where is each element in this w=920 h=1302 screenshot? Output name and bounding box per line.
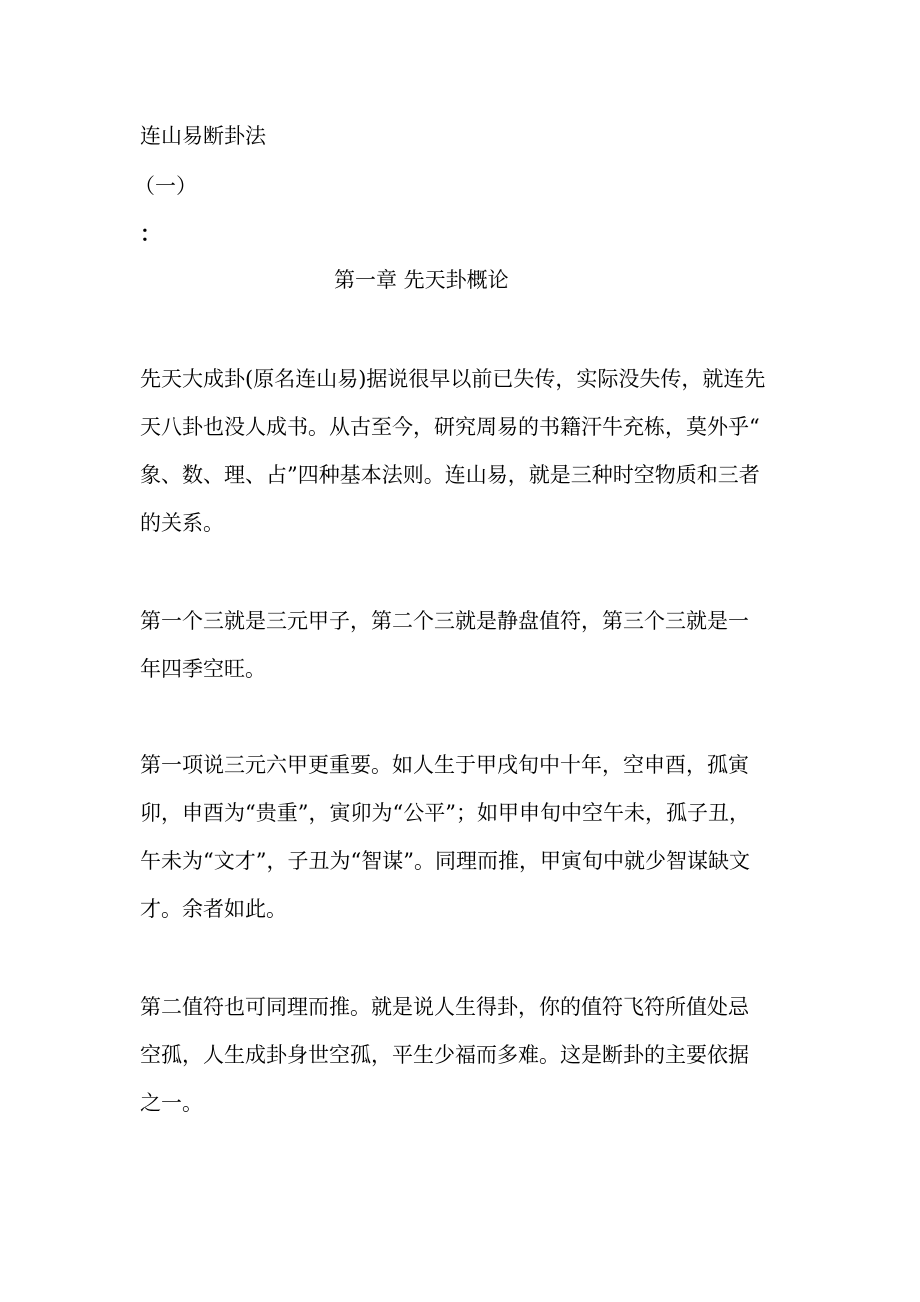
paragraph-line: 第二值符也可同理而推。就是说人生得卦，你的值符飞符所值处忌 — [140, 995, 749, 1019]
paragraph-line: 之一。 — [140, 1091, 203, 1115]
paragraph-4 — [140, 983, 788, 1127]
paragraph-line: 第一个三就是三元甲子，第二个三就是静盘值符，第三个三就是一 — [140, 609, 749, 633]
paragraph-line: 年四季空旺。 — [140, 657, 266, 681]
paragraph-line: 象、数、理、占”四种基本法则。连山易，就是三种时空物质和三者 — [140, 463, 760, 487]
paragraph-line: 第一项说三元六甲更重要。如人生于甲戌旬中十年，空申酉，孤寅 — [140, 753, 749, 777]
chapter-title: 第一章 先天卦概论 — [334, 268, 509, 292]
paragraph-1 — [140, 355, 788, 547]
paragraph-line: 午未为“文才”，子丑为“智谋”。同理而推，甲寅旬中就少智谋缺文 — [140, 849, 750, 873]
paragraph-line: 才。余者如此。 — [140, 897, 287, 921]
document-title: 连山易断卦法 — [140, 124, 266, 148]
paragraph-3 — [140, 741, 788, 933]
paragraph-2 — [140, 597, 788, 693]
paragraph-line: 卯，申酉为“贵重”，寅卯为“公平”；如甲申旬中空午未，孤子丑， — [140, 801, 750, 825]
paragraph-line: 空孤，人生成卦身世空孤，平生少福而多难。这是断卦的主要依据 — [140, 1043, 749, 1067]
colon-mark: ： — [140, 221, 161, 246]
paragraph-line: 的关系。 — [140, 511, 224, 535]
paragraph-line: 先天大成卦(原名连山易)据说很早以前已失传，实际没失传，就连先 — [140, 367, 766, 391]
paragraph-line: 天八卦也没人成书。从古至今，研究周易的书籍汗牛充栋，莫外乎“ — [140, 415, 760, 439]
document-subtitle: （一） — [134, 174, 197, 198]
